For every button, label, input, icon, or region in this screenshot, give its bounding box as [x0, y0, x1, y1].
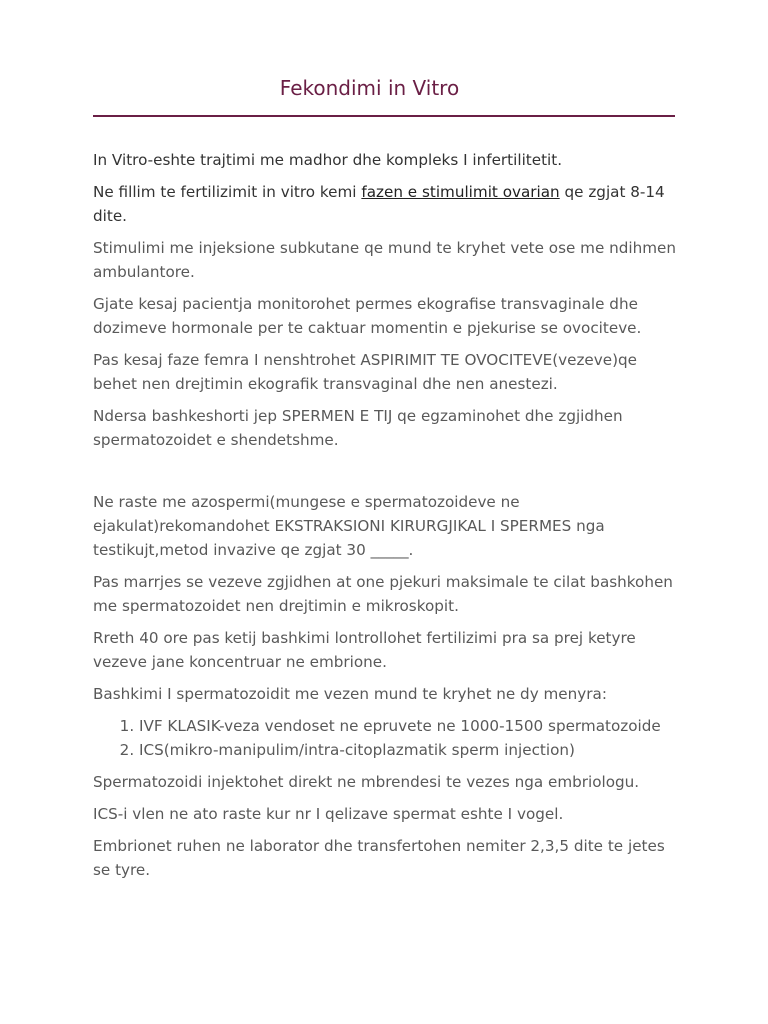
paragraph-monitoring: Gjate kesaj pacientja monitorohet permes ekografise transvaginale dhe dozimeve hormonale per te caktuar momentin e pjekurise se ovociteve. [93, 295, 642, 337]
paragraph-ics-usage: ICS-i vlen ne ato raste kur nr I qelizave spermat eshte I vogel. [93, 805, 564, 823]
title-divider [93, 115, 675, 117]
underlined-phrase: fazen e stimulimit ovarian [361, 183, 560, 201]
paragraph-methods-intro: Bashkimi I spermatozoidit me vezen mund te kryhet ne dy menyra: [93, 685, 607, 703]
list-item: 2. ICS(mikro-manipulim/intra-citoplazmatik sperm injection) [139, 738, 683, 762]
paragraph-stimulation [93, 180, 683, 228]
paragraph-azospermia: Ne raste me azospermi(mungese e spermatozoideve ne ejakulat)rekomandohet EKSTRAKSIONI KIRURGJIKAL I SPERMES nga testikujt,metod invazive qe zgjat 30 _____. [93, 493, 605, 559]
paragraph-intro: In Vitro-eshte trajtimi me madhor dhe kompleks I infertilitetit. [93, 151, 563, 169]
paragraph-selection: Pas marrjes se vezeve zgjidhen at one pjekuri maksimale te cilat bashkohen me spermatozoidet nen drejtimin e mikroskopit. [93, 573, 673, 615]
paragraph-injections: Stimulimi me injeksione subkutane qe mund te kryhet vete ose me ndihmen ambulantore. [93, 239, 677, 281]
paragraph-injection: Spermatozoidi injektohet direkt ne mbrendesi te vezes nga embriologu. [93, 773, 640, 791]
paragraph-embryo-transfer: Embrionet ruhen ne laborator dhe transfertohen nemiter 2,3,5 dite te jetes se tyre. [93, 837, 665, 879]
paragraph-fertilization-check: Rreth 40 ore pas ketij bashkimi lontrollohet fertilizimi pra sa prej ketyre vezeve jane koncentruar ne embrione. [93, 629, 636, 671]
list-item: 1. IVF KLASIK-veza vendoset ne epruvete ne 1000-1500 spermatozoide [139, 714, 683, 738]
page-title: Fekondimi in Vitro [279, 76, 460, 100]
paragraph-stimulation-end: qe zgjat 8-14 dite. [93, 183, 665, 225]
blank-line [93, 460, 683, 490]
paragraph-stimulation-start: Ne fillim te fertilizimit in vitro kemi [93, 183, 362, 201]
paragraph-aspiration: Pas kesaj faze femra I nenshtrohet ASPIRIMIT TE OVOCITEVE(vezeve)qe behet nen drejtimin ekografik transvaginal dhe nen anestezi. [93, 351, 638, 393]
paragraph-sperm: Ndersa bashkeshorti jep SPERMEN E TIJ qe egzaminohet dhe zgjidhen spermatozoidet e shendetshme. [93, 407, 623, 449]
document-body [93, 148, 683, 890]
methods-list [93, 714, 683, 762]
